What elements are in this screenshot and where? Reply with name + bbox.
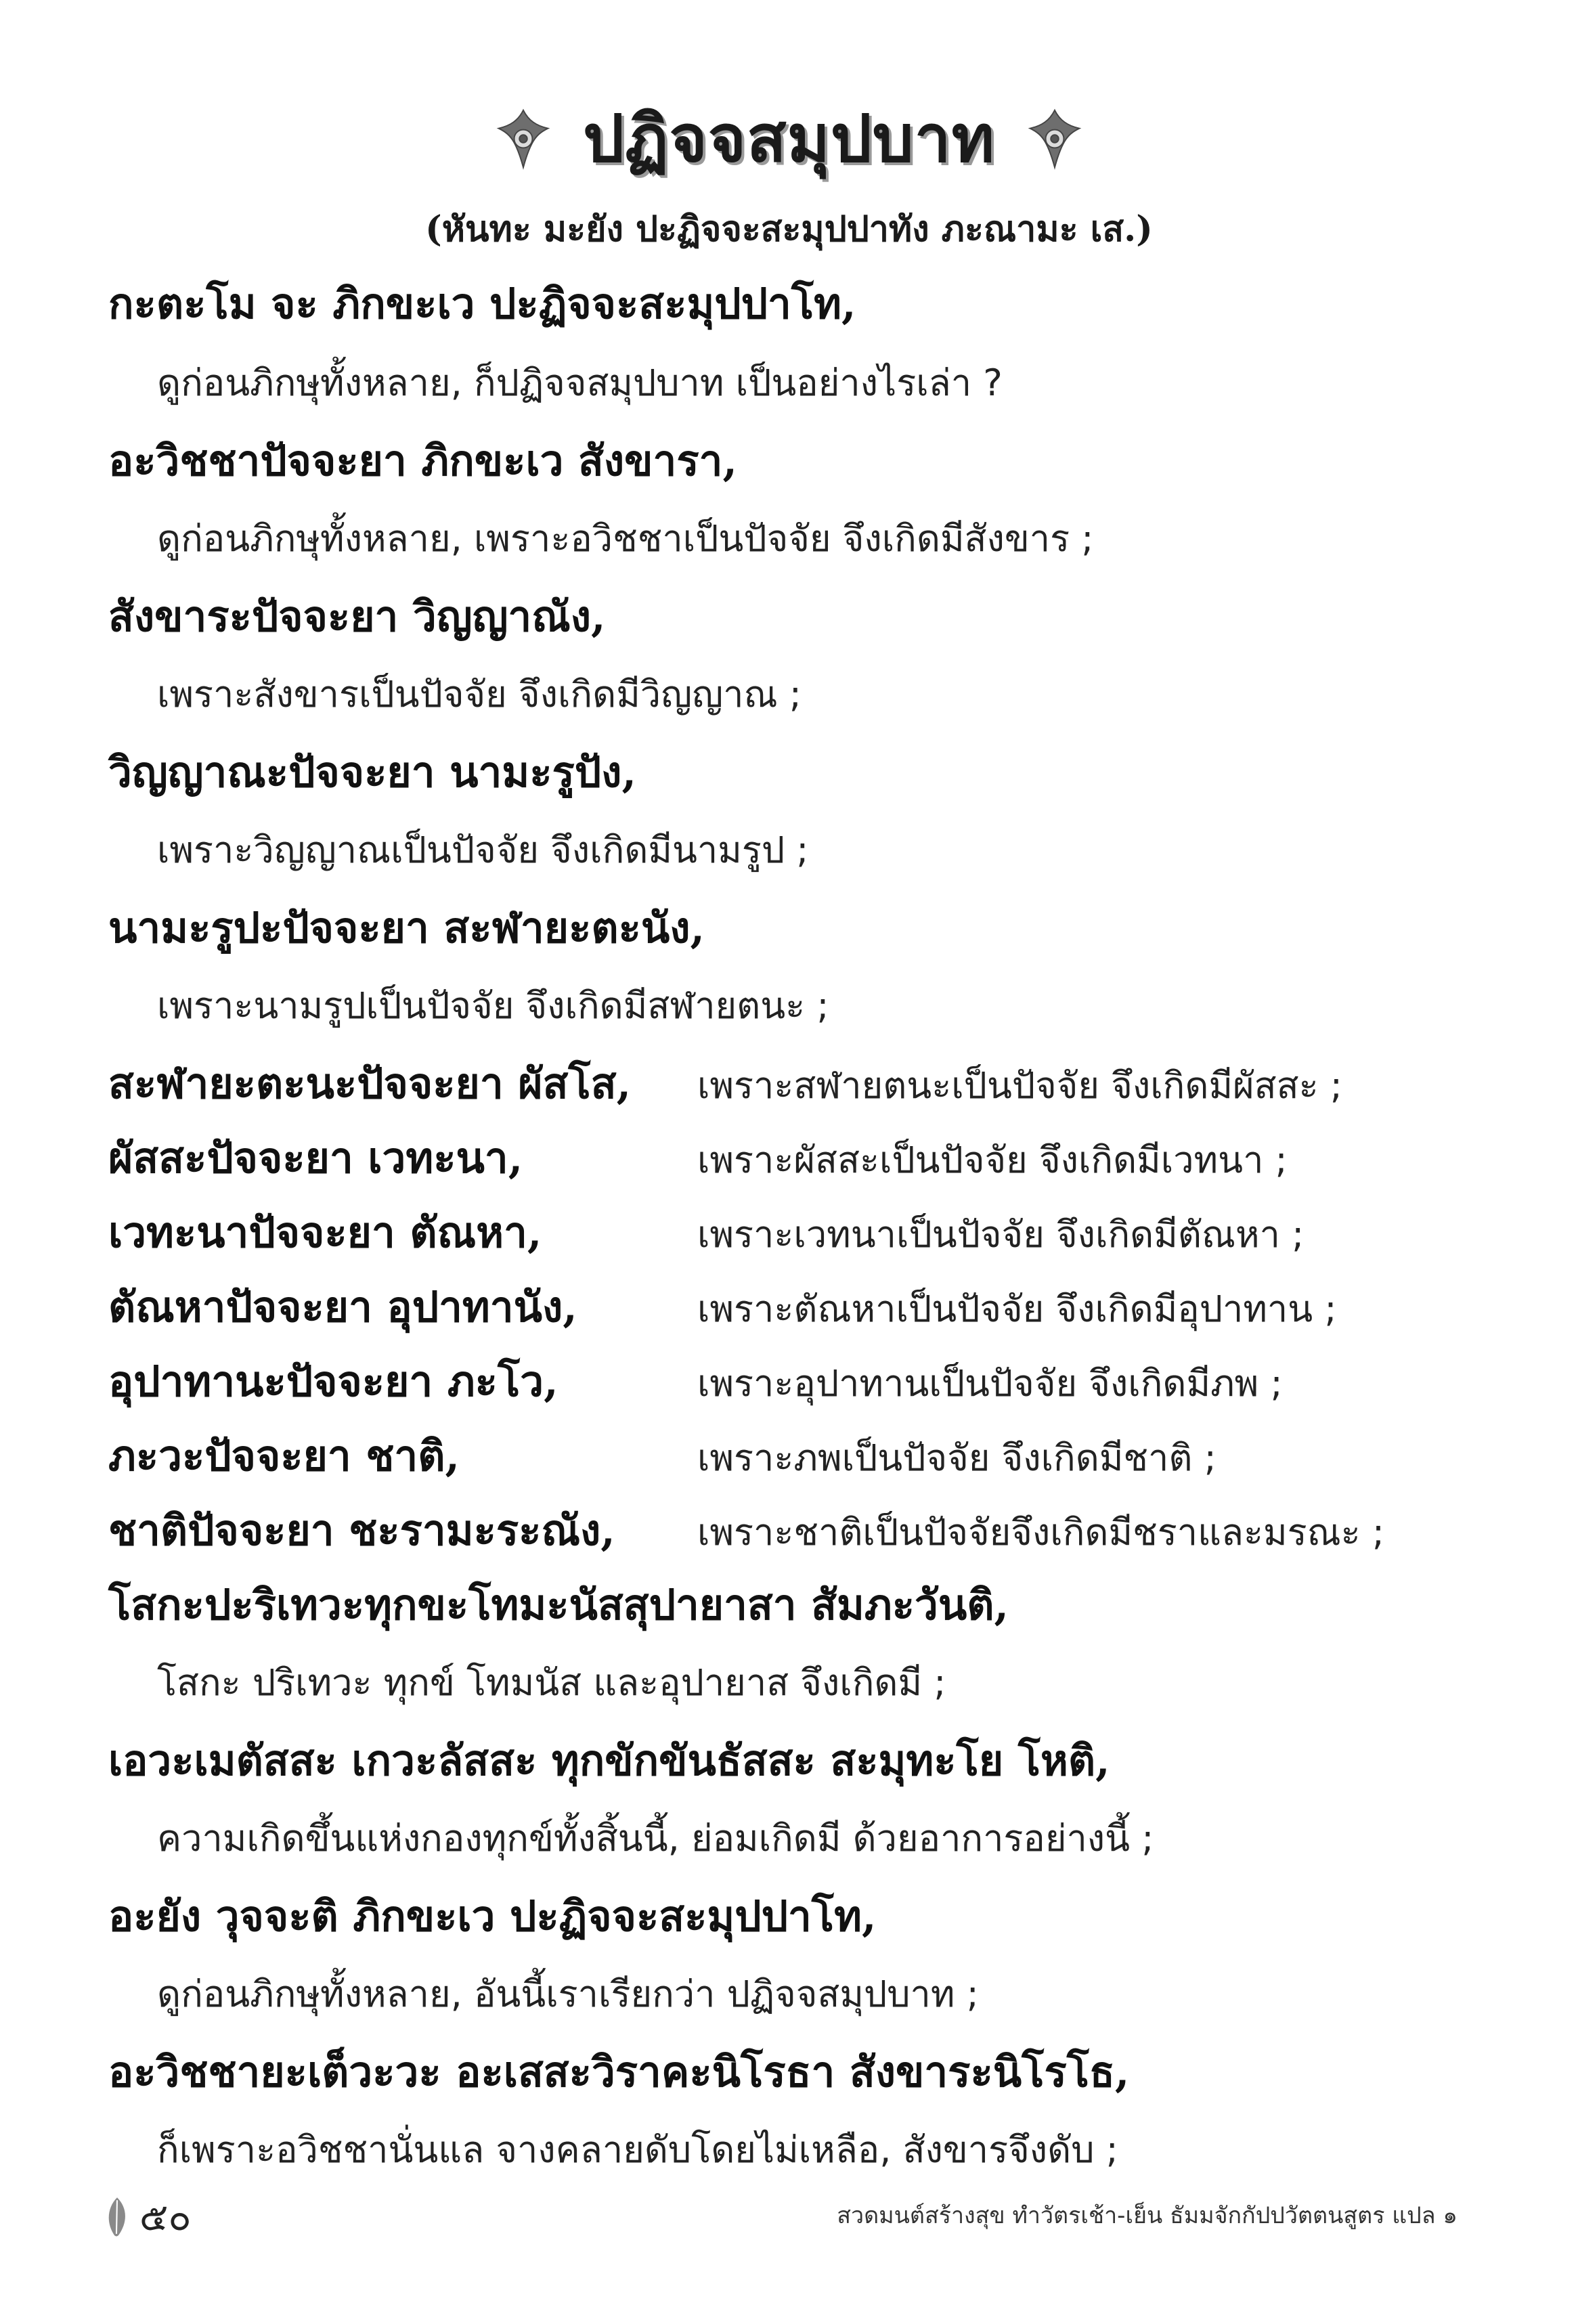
pali-line: วิญญาณะปัจจะยา นามะรูปัง, [108, 747, 637, 797]
translation-line: เพราะวิญญาณเป็นปัจจัย จึงเกิดมีนามรูป ; [157, 829, 809, 871]
translation-line: เพราะชาติเป็นปัจจัยจึงเกิดมีชราและมรณะ ; [697, 1511, 1385, 1554]
translation-line: ก็เพราะอวิชชานั่นแล จางคลายดับโดยไม่เหลือ, สังขารจึงดับ ; [157, 2128, 1118, 2171]
pali-line: อะวิชชาปัจจะยา ภิกขะเว สังขารา, [108, 436, 738, 485]
pali-line: เวทะนาปัจจะยา ตัณหา, [108, 1208, 542, 1257]
pali-line: กะตะโม จะ ภิกขะเว ปะฏิจจะสะมุปปาโท, [108, 279, 856, 328]
translation-line: ดูก่อนภิกษุทั้งหลาย, ก็ปฏิจจสมุปบาท เป็นอย่างไรเล่า ? [157, 361, 1003, 404]
translation-line: โสกะ ปริเทวะ ทุกข์ โทมนัส และอุปายาส จึงเกิดมี ; [157, 1661, 946, 1704]
translation-line: ดูก่อนภิกษุทั้งหลาย, อันนี้เราเรียกว่า ปฏิจจสมุปบาท ; [157, 1973, 979, 2015]
translation-line: เพราะตัณหาเป็นปัจจัย จึงเกิดมีอุปาทาน ; [697, 1288, 1337, 1330]
pali-line: ตัณหาปัจจะยา อุปาทานัง, [108, 1282, 577, 1332]
translation-line: เพราะสังขารเป็นปัจจัย จึงเกิดมีวิญญาณ ; [157, 673, 802, 716]
pali-line: สะฬายะตะนะปัจจะยา ผัสโส, [108, 1059, 632, 1108]
translation-line: ดูก่อนภิกษุทั้งหลาย, เพราะอวิชชาเป็นปัจจัย จึงเกิดมีสังขาร ; [157, 517, 1094, 560]
translation-line: ความเกิดขึ้นแห่งกองทุกข์ทั้งสิ้นนี้, ย่อมเกิดมี ด้วยอาการอย่างนี้ ; [157, 1817, 1154, 1860]
chant-invitation: (หันทะ มะยัง ปะฏิจจะสะมุปปาทัง ภะณามะ เส.) [425, 209, 1153, 250]
pali-line: อะยัง วุจจะติ ภิกขะเว ปะฏิจจะสะมุปปาโท, [108, 1891, 877, 1941]
pali-line: ชาติปัจจะยา ชะรามะระณัง, [108, 1506, 615, 1555]
page-number: ๕๐ [139, 2195, 192, 2239]
lotus-ornament-icon [491, 106, 556, 171]
title-row [0, 81, 1578, 196]
pali-line: อะวิชชายะเต็วะวะ อะเสสะวิราคะนิโรธา สังขาระนิโรโธ, [108, 2047, 1130, 2097]
footer-page-number [102, 2187, 192, 2247]
pali-line: นามะรูปะปัจจะยา สะฬายะตะนัง, [108, 903, 705, 952]
lotus-ornament-icon [1022, 106, 1087, 171]
translation-line: เพราะนามรูปเป็นปัจจัย จึงเกิดมีสฬายตนะ ; [157, 984, 829, 1027]
translation-line: เพราะผัสสะเป็นปัจจัย จึงเกิดมีเวทนา ; [697, 1139, 1288, 1181]
pali-line: ผัสสะปัจจะยา เวทะนา, [108, 1133, 523, 1183]
translation-line: เพราะสฬายตนะเป็นปัจจัย จึงเกิดมีผัสสะ ; [697, 1064, 1342, 1107]
leaf-icon [102, 2196, 133, 2238]
pali-line: สังขาระปัจจะยา วิญญาณัง, [108, 592, 606, 641]
pali-line: เอวะเมตัสสะ เกวะลัสสะ ทุกขักขันธัสสะ สะมุทะโย โหติ, [108, 1736, 1110, 1785]
page-title: ปฏิจจสมุปบาท [583, 100, 995, 177]
book-title: สวดมนต์สร้างสุข ทำวัตรเช้า-เย็น ธัมมจักกัปปวัตตนสูตร แปล ๑ [837, 2202, 1458, 2229]
translation-line: เพราะอุปาทานเป็นปัจจัย จึงเกิดมีภพ ; [697, 1362, 1283, 1405]
pali-line: อุปาทานะปัจจะยา ภะโว, [108, 1357, 558, 1406]
pali-line: ภะวะปัจจะยา ชาติ, [108, 1431, 460, 1481]
translation-line: เพราะเวทนาเป็นปัจจัย จึงเกิดมีตัณหา ; [697, 1213, 1305, 1256]
translation-line: เพราะภพเป็นปัจจัย จึงเกิดมีชาติ ; [697, 1437, 1217, 1479]
pali-line: โสกะปะริเทวะทุกขะโทมะนัสสุปายาสา สัมภะวันติ, [108, 1580, 1009, 1629]
